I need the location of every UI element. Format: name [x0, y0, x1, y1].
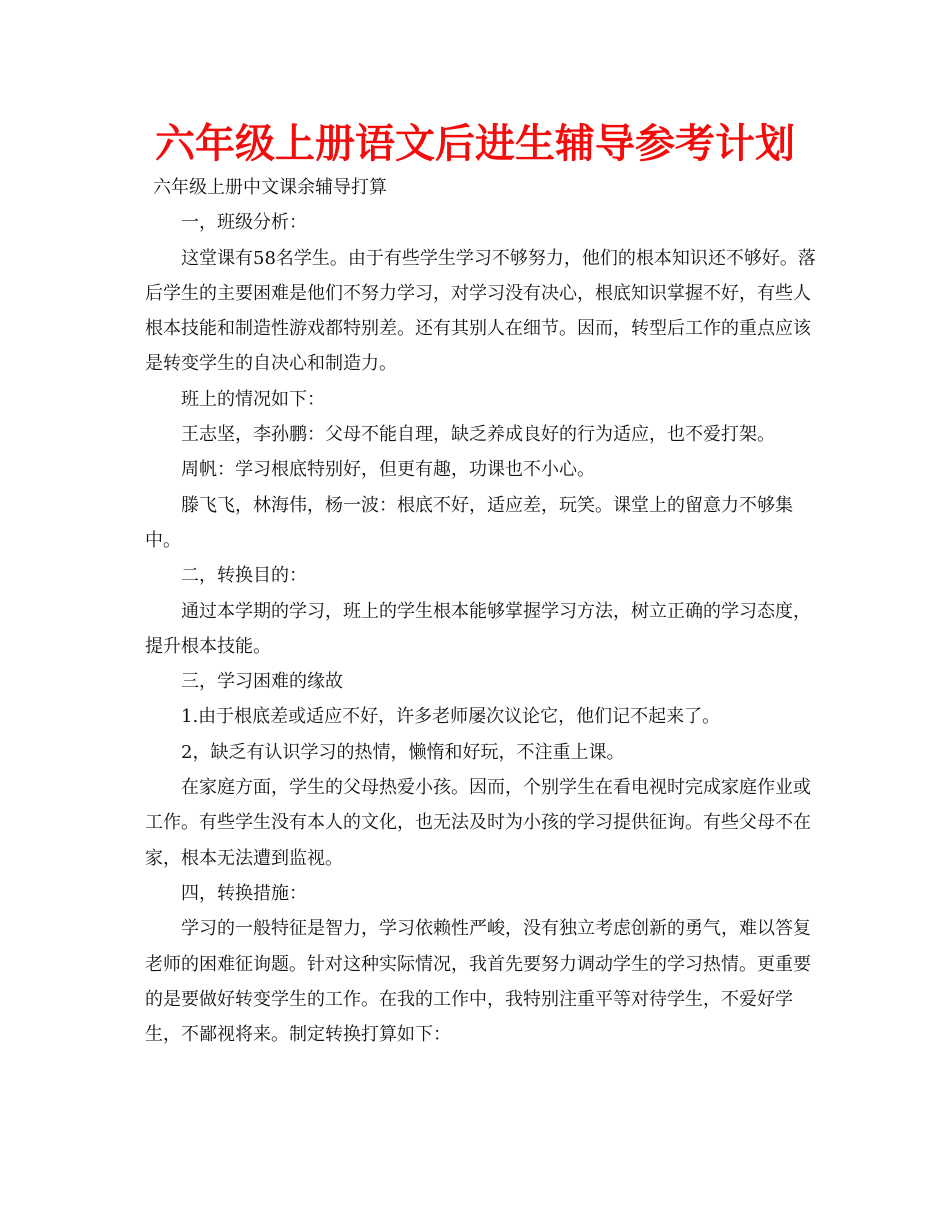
section-heading-measures: 四，转换措施：	[181, 882, 307, 904]
section-heading-goal: 二，转换目的：	[181, 565, 307, 587]
section-heading-reasons: 三，学习困难的缘故	[181, 671, 343, 693]
paragraph-class-situation: 班上的情况如下：	[181, 388, 325, 410]
paragraph-reason-2: 2，缺乏有认识学习的热情，懒惰和好玩，不注重上课。	[181, 741, 625, 763]
paragraph-reason-1: 1.由于根底差或适应不好，许多老师屡次议论它，他们记不起来了。	[181, 706, 721, 728]
paragraph-class-analysis: 这堂课有58名学生。由于有些学生学习不够努力，他们的根本知识还不够好。落后学生的主要困难是他们不努力学习，对学习没有决心，根底知识掌握不好，有些人根本技能和制造性游戏都特别差。还有其别人在细节。因而，转型后工作的重点应该是转变学生的自决心和制造力。	[145, 247, 816, 375]
paragraph-goal: 通过本学期的学习，班上的学生根本能够掌握学习方法，树立正确的学习态度，提升根本技能。	[145, 600, 811, 657]
paragraph-student-wang-li: 王志坚，李孙鹏：父母不能自理，缺乏养成良好的行为适应，也不爱打架。	[181, 424, 775, 446]
paragraph-family: 在家庭方面，学生的父母热爱小孩。因而，个别学生在看电视时完成家庭作业或工作。有些学生没有本人的文化，也无法及时为小孩的学习提供征询。有些父母不在家，根本无法遭到监视。	[145, 777, 811, 869]
paragraph-measures: 学习的一般特征是智力，学习依赖性严峻，没有独立考虑创新的勇气，难以答复老师的困难征询题。针对这种实际情况，我首先要努力调动学生的学习热情。更重要的是要做好转变学生的工作。在我的工作中，我特别注重平等对待学生，不爱好学生，不鄙视将来。制定转换打算如下：	[145, 918, 811, 1046]
document-title: 六年级上册语文后进生辅导参考计划	[155, 121, 795, 167]
document-body	[145, 170, 825, 1052]
paragraph-student-teng-lin-yang: 滕飞飞，林海伟，杨一波：根底不好，适应差，玩笑。课堂上的留意力不够集中。	[145, 494, 793, 551]
document-subtitle: 六年级上册中文课余辅导打算	[153, 177, 387, 198]
paragraph-student-zhou: 周帆：学习根底特别好，但更有趣，功课也不小心。	[181, 459, 595, 481]
section-heading-class-analysis: 一，班级分析：	[181, 212, 307, 234]
